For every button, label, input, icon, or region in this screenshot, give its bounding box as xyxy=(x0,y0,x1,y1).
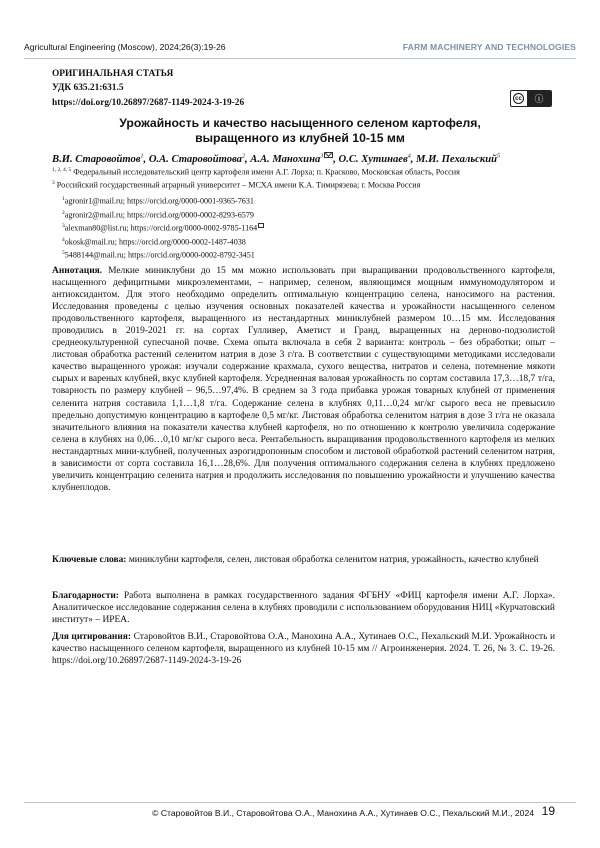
title-line-1: Урожайность и качество насыщенного селеном картофеля, xyxy=(119,116,481,130)
contact-index: 1 xyxy=(62,196,65,202)
header-divider xyxy=(24,58,576,59)
corresponding-author-mail-icon xyxy=(324,152,333,158)
abstract-text: Мелкие миниклубни до 15 мм можно использовать при выращивании продовольственного картофеля, насыщенного дефицитными микроэлементами, – например, селеном, являющимся мощным иммуномодулятором и антиоксидантом. Для этого необходимо определить оптимальную концентрацию селена, наносимого на растения. Исследования проведены с целью изучения основных показателей качества и урожайности насыщенного селеном продовольственного картофеля, выращенного из нестандартных миниклубней размером 10…15 мм. Исследования проводились в 2019-2021 гг. на сортах Гулливер, Аметист и Гранд, выращенных на дерново-подзолистой среднеокультуренной супесчаной почве. Схема опыта включала в себя 2 варианта: контроль – без обработки; опыт – листовая обработка растений селенитом натрия в дозе 3 г/га. В соответствии с существующими методиками исследовали качество выращенного урожая: изучали содержание крахмала, сухого вещества, нитратов и селена, потемнение мякоти сырых и вареных клубней, вкус клубней картофеля. Усредненная валовая урожайность по сортам составила 17,3…18,7 т/га, товарность по размеру клубней – 96,5…97,4%. В среднем за 3 года прибавка урожая товарных клубней от применения селенита натрия составила 1,1…1,8 т/га. Содержание селена в клубнях 0,11…0,24 мг/кг сырого веса не превысило предельно допустимую концентрацию в картофеле 0,5 мг/кг. Листовая обработка селенитом натрия в дозе 3 г/га не оказала значительного влияния на показатели качества клубней картофеля, но по отношению к контролю увеличила содержание селена в клубнях на 0,06…0,10 мг/кг сырого веса. Рентабельность выращивания продовольственного картофеля из мелких нестандартных мини-клубней, полученных аэрогидропонным способом и листовой обработкой растений селенитом натрия, в зависимости от сорта составила 16,1…28,6%. Для получения оптимального содержания селена в клубнях предложено увеличить концентрацию селенита натрия и продолжить исследования по повышению урожайности и улучшению качества клубнеплодов. xyxy=(52,266,556,493)
author-affiliation-index: 5 xyxy=(497,153,501,160)
creative-commons-icon: cc xyxy=(513,93,524,104)
attribution-icon: ⓘ xyxy=(527,91,551,106)
mail-icon xyxy=(258,223,264,228)
author-affiliation-index: 1 xyxy=(140,153,144,160)
article-type: ОРИГИНАЛЬНАЯ СТАТЬЯ xyxy=(52,69,174,79)
affiliation xyxy=(52,180,420,190)
article-title xyxy=(70,116,530,146)
title-line-2: выращенного из клубней 10-15 мм xyxy=(195,131,405,145)
contact-index: 2 xyxy=(62,209,65,216)
acknowledgements xyxy=(52,590,555,626)
citation-label: Для цитирования: xyxy=(52,632,132,642)
contact-line xyxy=(62,235,264,249)
keywords-label: Ключевые слова: xyxy=(52,555,127,565)
affiliation-text: Российский государственный аграрный университет – МСХА имени К.А. Тимирязева; г. Москва Россия xyxy=(56,180,421,190)
author-affiliation-index: 3 xyxy=(320,153,324,160)
keywords xyxy=(52,554,555,566)
contact-text[interactable]: alexman80@list.ru; https://orcid.org/0000-0002-9785-1164 xyxy=(64,223,258,233)
contact-index: 5 xyxy=(62,250,65,257)
doi-link[interactable]: https://doi.org/10.26897/2687-1149-2024-3-19-26 xyxy=(52,97,245,108)
contact-index: 3 xyxy=(62,223,65,230)
affiliation-index: 1, 2, 4, 5 xyxy=(52,167,72,173)
author-affiliation-index: 2 xyxy=(241,153,245,160)
author-affiliation-index: 4 xyxy=(407,153,411,160)
affiliation-index: 3 xyxy=(52,180,55,186)
cc-by-license-icon[interactable] xyxy=(510,90,552,107)
contact-line xyxy=(62,248,264,262)
contact-text[interactable]: 5488144@mail.ru; https://orcid.org/0000-0002-8792-3451 xyxy=(64,251,255,261)
citation xyxy=(52,631,555,667)
contact-text[interactable]: okosk@mail.ru; https://orcid.org/0000-0002-1487-4038 xyxy=(64,237,246,247)
contact-text[interactable]: agronir1@mail.ru; https://orcid.org/0000-0001-9365-7631 xyxy=(64,196,254,206)
citation-text: Старовойтов В.И., Старовойтова О.А., Манохина А.А., Хутинаев О.С., Пехальский М.И. Урожайность и качество насыщенного селеном картофеля, выращенного из клубней 10-15 мм // Агроинженерия. 2024. Т. 26, № 3. С. 19-26. https://doi.org/10.26897/2687-1149-2024-3-19-26 xyxy=(52,632,556,667)
journal-citation: Agricultural Engineering (Moscow), 2024;26(3):19-26 xyxy=(24,42,226,52)
running-header xyxy=(24,40,576,56)
footer-divider xyxy=(24,802,576,803)
contact-text[interactable]: agronir2@mail.ru; https://orcid.org/0000-0002-8293-6579 xyxy=(64,210,254,220)
author-name: М.И. Пехальский xyxy=(416,154,498,165)
author-name: О.С. Хутинаев xyxy=(338,154,408,165)
contact-line xyxy=(62,194,264,208)
acknowledgements-text: Работа выполнена в рамках государственного задания ФГБНУ «ФИЦ картофеля имени А.Г. Лорха». Аналитическое исследование содержания селена в клубнях проводили с использованием оборудования НИЦ «Курчатовский институт» – ИРЕА. xyxy=(52,591,556,626)
section-label: FARM MACHINERY AND TECHNOLOGIES xyxy=(402,42,576,52)
contact-line xyxy=(62,221,264,235)
author-name: О.А. Старовойтова xyxy=(148,154,242,165)
affiliation xyxy=(52,167,460,177)
abstract-label: Аннотация. xyxy=(52,266,103,276)
contact-index: 4 xyxy=(62,236,65,243)
article-meta xyxy=(52,67,244,110)
acknowledgements-label: Благодарности: xyxy=(52,591,119,601)
keywords-text: миниклубни картофеля, селен, листовая обработка селенитом натрия, урожайность, качество клубней xyxy=(128,555,539,565)
author-name: В.И. Старовойтов xyxy=(52,154,141,165)
author-list: В.И. Старовойтов$^1$, О.А. Старовойтова$^2$, А.А. Манохина$^3$ , О.С. Хутинаев$^4$, М.И. Пехальский$^5$ xyxy=(52,153,501,165)
page-number: 19 xyxy=(541,804,555,818)
affiliation-text: Федеральный исследовательский центр картофеля имени А.Г. Лорха; п. Красково, Московская область, Россия xyxy=(73,167,460,177)
author-name: А.А. Манохина xyxy=(250,154,321,165)
udc-code: УДК 635.21:631.5 xyxy=(52,83,124,94)
copyright-notice: © Старовойтов В.И., Старовойтова О.А., Манохина А.А., Хутинаев О.С., Пехальский М.И., 2024 xyxy=(152,808,534,818)
abstract xyxy=(52,265,555,494)
author-contacts xyxy=(62,194,264,262)
contact-line xyxy=(62,208,264,222)
